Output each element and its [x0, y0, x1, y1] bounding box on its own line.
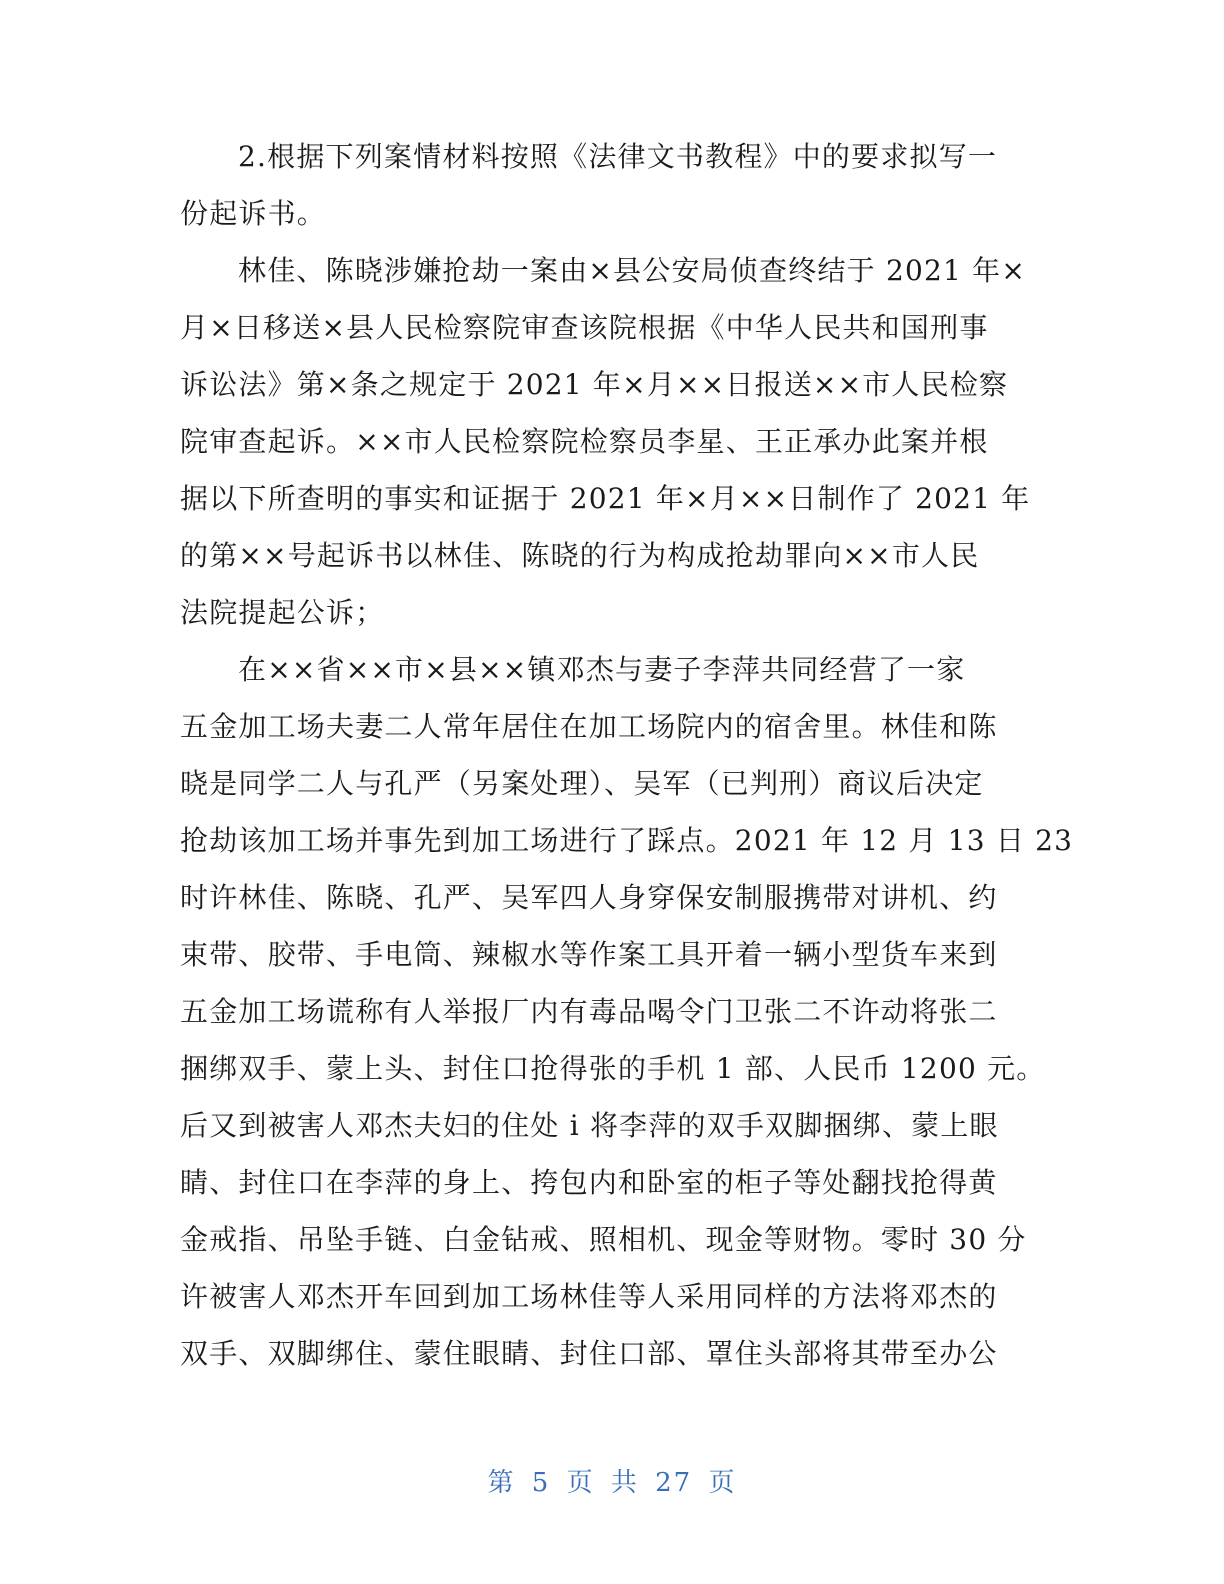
- text-line: 五金加工场夫妻二人常年居住在加工场院内的宿舍里。林佳和陈: [180, 710, 998, 743]
- text-line: 据以下所查明的事实和证据于 2021 年×月××日制作了 2021 年: [180, 482, 1031, 515]
- text-line: 许被害人邓杰开车回到加工场林佳等人采用同样的方法将邓杰的: [180, 1280, 998, 1313]
- text-line: 在××省××市×县××镇邓杰与妻子李萍共同经营了一家: [238, 653, 966, 686]
- text-line: 五金加工场谎称有人举报厂内有毒品喝令门卫张二不许动将张二: [180, 995, 998, 1028]
- text-line: 诉讼法》第×条之规定于 2021 年×月××日报送××市人民检察: [180, 368, 1009, 401]
- text-line: 月×日移送×县人民检察院审查该院根据《中华人民共和国刑事: [180, 311, 989, 344]
- text-line: 金戒指、吊坠手链、白金钻戒、照相机、现金等财物。零时 30 分: [180, 1223, 1027, 1256]
- text-line: 院审查起诉。××市人民检察院检察员李星、王正承办此案并根: [180, 425, 989, 458]
- text-line: 法院提起公诉；: [180, 596, 385, 629]
- text-line: 时许林佳、陈晓、孔严、吴军四人身穿保安制服携带对讲机、约: [180, 881, 998, 914]
- text-line: 睛、封住口在李萍的身上、挎包内和卧室的柜子等处翻找抢得黄: [180, 1166, 998, 1199]
- page-number-footer: 第 5 页 共 27 页: [487, 1468, 737, 1498]
- text-line: 的第××号起诉书以林佳、陈晓的行为构成抢劫罪向××市人民: [180, 539, 980, 572]
- text-line: 捆绑双手、蒙上头、封住口抢得张的手机 1 部、人民币 1200 元。: [180, 1052, 1046, 1085]
- text-line: 晓是同学二人与孔严（另案处理）、吴军（已判刑）商议后决定: [180, 767, 984, 800]
- text-line: 双手、双脚绑住、蒙住眼睛、封住口部、罩住头部将其带至办公: [180, 1337, 998, 1370]
- text-line: 后又到被害人邓杰夫妇的住处 i 将李萍的双手双脚捆绑、蒙上眼: [180, 1109, 999, 1142]
- text-line: 2.根据下列案情材料按照《法律文书教程》中的要求拟写一: [238, 140, 998, 173]
- text-line: 抢劫该加工场并事先到加工场进行了踩点。2021 年 12 月 13 日 23: [180, 824, 1074, 857]
- text-line: 份起诉书。: [180, 197, 327, 230]
- text-line: 林佳、陈晓涉嫌抢劫一案由×县公安局侦查终结于 2021 年×: [238, 254, 1026, 287]
- text-line: 束带、胶带、手电筒、辣椒水等作案工具开着一辆小型货车来到: [180, 938, 998, 971]
